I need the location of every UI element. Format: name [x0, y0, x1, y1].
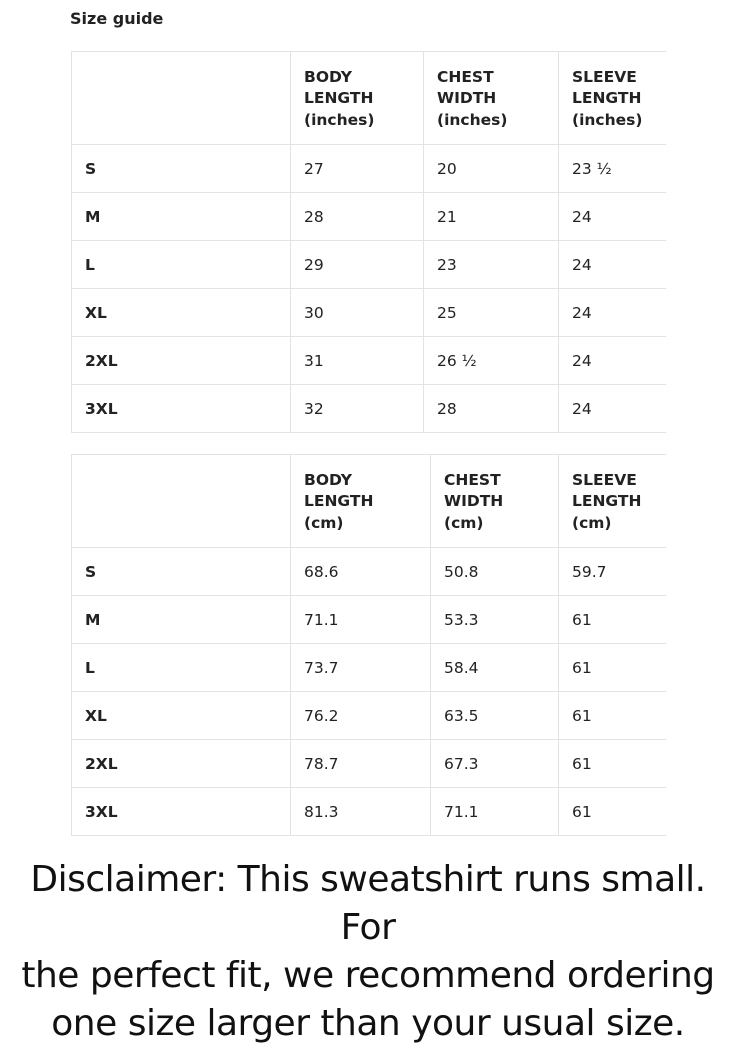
table-header-row — [72, 52, 666, 145]
page-title: Size guide — [70, 9, 164, 28]
table-cell: 24 — [559, 241, 666, 289]
table-cell: 59.7 — [559, 548, 666, 596]
table-header-row — [72, 455, 666, 548]
size-label: L — [72, 241, 291, 289]
header-cell: BODY LENGTH (cm) — [291, 455, 431, 548]
table-cell: 23 — [424, 241, 559, 289]
header-cell: CHEST WIDTH (inches) — [424, 52, 559, 145]
table-row — [72, 193, 666, 241]
table-cell: 61 — [559, 740, 666, 788]
table-cell: 61 — [559, 788, 666, 836]
table-cell: 63.5 — [431, 692, 559, 740]
table-cell: 28 — [424, 385, 559, 433]
header-cell: CHEST WIDTH (cm) — [431, 455, 559, 548]
table-row — [72, 289, 666, 337]
header-cell: BODY LENGTH (inches) — [291, 52, 424, 145]
header-cell — [72, 455, 291, 548]
size-label: 2XL — [72, 740, 291, 788]
table-cell: 61 — [559, 644, 666, 692]
table-cell: 31 — [291, 337, 424, 385]
size-table-inches — [71, 51, 666, 433]
disclaimer-line: Disclaimer: This sweatshirt runs small. For — [30, 859, 706, 948]
table-row — [72, 596, 666, 644]
size-label: 3XL — [72, 788, 291, 836]
table-cell: 24 — [559, 337, 666, 385]
disclaimer-line: one size larger than your usual size. — [51, 1003, 685, 1044]
table-cell: 67.3 — [431, 740, 559, 788]
header-cell: SLEEVE LENGTH (cm) — [559, 455, 666, 548]
size-label: S — [72, 548, 291, 596]
table-cell: 81.3 — [291, 788, 431, 836]
size-label: M — [72, 193, 291, 241]
table-row — [72, 145, 666, 193]
table-cell: 61 — [559, 596, 666, 644]
table-cell: 28 — [291, 193, 424, 241]
table-cell: 71.1 — [431, 788, 559, 836]
table-cell: 24 — [559, 385, 666, 433]
table-cell: 78.7 — [291, 740, 431, 788]
table-cell: 68.6 — [291, 548, 431, 596]
size-label: XL — [72, 289, 291, 337]
size-label: M — [72, 596, 291, 644]
table-cell: 53.3 — [431, 596, 559, 644]
table-cell: 29 — [291, 241, 424, 289]
table-cell: 58.4 — [431, 644, 559, 692]
table-row — [72, 692, 666, 740]
table-cell: 21 — [424, 193, 559, 241]
table-cell: 26 ½ — [424, 337, 559, 385]
table-row — [72, 644, 666, 692]
header-cell: SLEEVE LENGTH (inches) — [559, 52, 666, 145]
size-label: XL — [72, 692, 291, 740]
table-cell: 76.2 — [291, 692, 431, 740]
table-row — [72, 788, 666, 836]
header-cell — [72, 52, 291, 145]
size-label: S — [72, 145, 291, 193]
table-cell: 24 — [559, 289, 666, 337]
table-row — [72, 385, 666, 433]
disclaimer-text — [0, 856, 736, 1048]
table-row — [72, 337, 666, 385]
table-cell: 24 — [559, 193, 666, 241]
table-row — [72, 548, 666, 596]
disclaimer-line: the perfect fit, we recommend ordering — [21, 955, 715, 996]
table-row — [72, 241, 666, 289]
table-cell: 61 — [559, 692, 666, 740]
table-cell: 50.8 — [431, 548, 559, 596]
table-cell: 73.7 — [291, 644, 431, 692]
table-cell: 20 — [424, 145, 559, 193]
table-cell: 25 — [424, 289, 559, 337]
table-row — [72, 740, 666, 788]
table-cell: 30 — [291, 289, 424, 337]
size-label: 2XL — [72, 337, 291, 385]
table-cell: 71.1 — [291, 596, 431, 644]
size-table-cm — [71, 454, 666, 836]
table-cell: 32 — [291, 385, 424, 433]
table-cell: 23 ½ — [559, 145, 666, 193]
size-label: 3XL — [72, 385, 291, 433]
size-label: L — [72, 644, 291, 692]
table-cell: 27 — [291, 145, 424, 193]
